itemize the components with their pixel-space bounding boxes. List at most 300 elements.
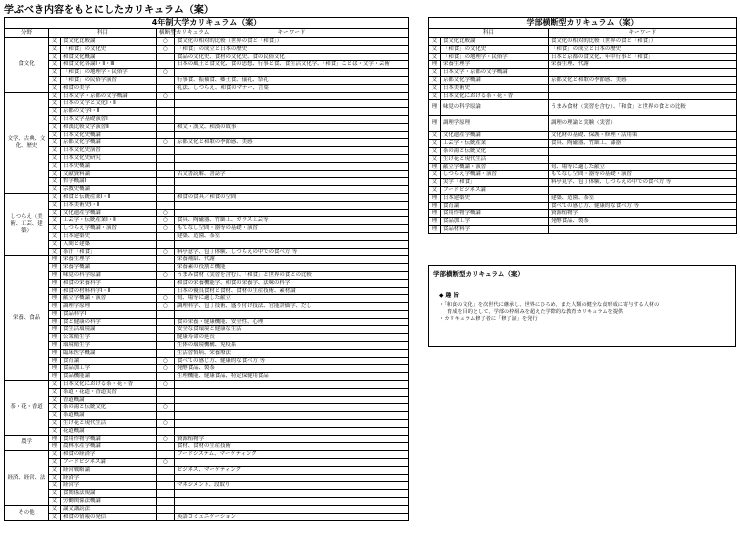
table-row <box>5 435 409 443</box>
subject-cell: 日本文学・京都の文学概論 <box>61 92 157 100</box>
cross-curriculum-mark-cell <box>157 482 175 490</box>
discipline-type-cell: 文 <box>429 69 441 77</box>
discipline-type-cell: 文 <box>429 155 441 163</box>
keyword-cell <box>175 178 409 186</box>
cross-curriculum-mark-cell <box>157 373 175 381</box>
cross-curriculum-mark-cell: ○ <box>157 459 175 467</box>
subject-cell: 日本美術史Ⅰ・Ⅱ <box>61 201 157 209</box>
discipline-type-cell: 理 <box>49 303 61 311</box>
keyword-cell: 生体の環境機構、免疫系 <box>175 342 409 350</box>
discipline-type-cell: 文 <box>49 178 61 186</box>
table-row <box>429 69 737 77</box>
subject-cell: 和食の情報の発信 <box>61 513 157 521</box>
cross-curriculum-mark-cell: ○ <box>157 217 175 225</box>
discipline-type-cell: 文 <box>49 466 61 474</box>
subject-cell: 人間と建築 <box>61 240 157 248</box>
subject-cell: 日本美術史 <box>441 84 549 92</box>
keyword-cell <box>175 474 409 482</box>
cross-curriculum-mark-cell <box>157 193 175 201</box>
subject-cell: 生け花と現代生活 <box>61 420 157 428</box>
table-row <box>5 193 409 201</box>
cross-curriculum-mark-cell <box>157 490 175 498</box>
discipline-type-cell: 文 <box>49 45 61 53</box>
subject-cell: 食文化比較論 <box>441 38 549 46</box>
subject-cell: 調理学原理 <box>441 116 549 132</box>
discipline-type-cell: 文 <box>49 248 61 256</box>
table-row <box>5 76 409 84</box>
table-row <box>429 147 737 155</box>
subject-cell: 栄養学概論 <box>61 264 157 272</box>
subject-cell: 宗教史概論 <box>61 186 157 194</box>
subject-cell: 食品加工学 <box>441 218 549 226</box>
purpose-text-line1: ・「和食の文化」を次世代に継承し、世界にひろめ、また人類の健全な食形成に寄与する人材の <box>439 302 660 308</box>
discipline-type-cell: 文 <box>49 404 61 412</box>
table-row <box>429 194 737 202</box>
cross-curriculum-mark-cell <box>157 466 175 474</box>
cross-curriculum-mark-cell <box>157 474 175 482</box>
discipline-type-cell: 文 <box>49 513 61 521</box>
keyword-cell: 食具、陶磁器、竹細工、漆器 <box>549 140 737 148</box>
subject-cell: 日本史概論 <box>61 162 157 170</box>
discipline-type-cell: 理 <box>429 100 441 116</box>
subject-cell: 食文化比較論 <box>61 38 157 46</box>
subject-cell: 文化遺産学概論 <box>441 132 549 140</box>
cross-curriculum-mark-cell <box>157 131 175 139</box>
subject-cell: 茶道・花道・香道実習 <box>61 388 157 396</box>
discipline-type-cell: 理 <box>429 163 441 171</box>
cross-curriculum-mark-cell: ○ <box>157 248 175 256</box>
four-year-table-title: 4年制大学カリキュラム（案） <box>5 18 409 29</box>
cross-curriculum-mark-cell <box>157 264 175 272</box>
discipline-type-cell: 文 <box>49 100 61 108</box>
subject-cell: 日本文化史演習 <box>61 147 157 155</box>
table-row <box>5 310 409 318</box>
cross-curriculum-mark-cell <box>157 201 175 209</box>
keyword-cell: 発酵食品、製茶 <box>549 218 737 226</box>
cross-curriculum-mark-cell <box>157 342 175 350</box>
subject-cell: しつらえ学概論・演習 <box>441 171 549 179</box>
discipline-type-cell: 文 <box>49 217 61 225</box>
cross-curriculum-mark-cell <box>157 443 175 451</box>
discipline-type-cell: 文 <box>49 396 61 404</box>
keyword-cell <box>175 459 409 467</box>
discipline-type-cell: 理 <box>49 264 61 272</box>
subject-cell: 工芸学・伝統産業 <box>441 140 549 148</box>
discipline-type-cell: 理 <box>49 334 61 342</box>
keyword-cell <box>549 147 737 155</box>
discipline-type-cell: 文 <box>49 154 61 162</box>
cross-curriculum-mark-cell <box>157 396 175 404</box>
discipline-type-cell: 理 <box>49 443 61 451</box>
discipline-type-cell: 文 <box>429 186 441 194</box>
keyword-cell <box>549 69 737 77</box>
cross-curriculum-mark-cell <box>157 513 175 521</box>
discipline-type-cell: 理 <box>49 365 61 373</box>
keyword-cell: もてなし空間・器等の基礎・演習 <box>549 171 737 179</box>
table-row <box>5 381 409 389</box>
table-row <box>5 318 409 326</box>
keyword-cell <box>175 310 409 318</box>
subject-cell: 公衆衛生学 <box>61 334 157 342</box>
discipline-type-cell: 文 <box>49 139 61 147</box>
discipline-type-cell: 文 <box>429 147 441 155</box>
discipline-type-cell: 文 <box>49 69 61 77</box>
discipline-type-cell: 理 <box>429 218 441 226</box>
keyword-cell <box>175 115 409 123</box>
cross-table-title: 学部横断型カリキュラム（案） <box>429 18 737 29</box>
keyword-cell: 料亭意学、包丁体験、しつらえの中での食べ方 等 <box>175 248 409 256</box>
cross-curriculum-mark-cell <box>157 53 175 61</box>
subject-cell: 経営学 <box>61 482 157 490</box>
cross-curriculum-mark-cell <box>157 240 175 248</box>
table-row <box>5 505 409 513</box>
subject-cell: 京都文化学概論 <box>441 76 549 84</box>
table-row <box>429 116 737 132</box>
table-row <box>5 170 409 178</box>
subject-cell: 実学「和食」 <box>441 179 549 187</box>
table-row <box>5 326 409 334</box>
keyword-cell: 食材、食材の生産技術 <box>175 443 409 451</box>
table-row <box>5 139 409 147</box>
keyword-cell: 行事食、振袖食、郷土食、儀礼、祭礼 <box>175 76 409 84</box>
keyword-cell: 旬、場等に適した献立 <box>175 295 409 303</box>
keyword-cell <box>175 427 409 435</box>
keyword-cell: 生活習慣病、栄養療法 <box>175 349 409 357</box>
cross-curriculum-mark-cell <box>157 334 175 342</box>
cross-curriculum-mark-cell <box>157 451 175 459</box>
subject-cell: 論文講読法 <box>61 505 157 513</box>
subject-cell: 臨床医学概論 <box>61 349 157 357</box>
subject-cell: フードビジネス論 <box>441 186 549 194</box>
keyword-cell <box>549 186 737 194</box>
cross-curriculum-mark-cell: ○ <box>157 381 175 389</box>
table-row <box>429 186 737 194</box>
discipline-type-cell: 文 <box>49 193 61 201</box>
discipline-type-cell: 文 <box>49 84 61 92</box>
discipline-type-cell: 文 <box>429 84 441 92</box>
keyword-cell: 食べての感じ方、健康的な食べ方 等 <box>175 357 409 365</box>
discipline-type-cell: 文 <box>49 53 61 61</box>
keyword-cell <box>175 108 409 116</box>
keyword-cell <box>175 498 409 506</box>
keyword-cell: 栄養生理、代謝 <box>549 61 737 69</box>
keyword-cell: 調理の理論と実験（実習） <box>549 116 737 132</box>
table-row <box>5 256 409 264</box>
keyword-cell: 健康寿命の延長 <box>175 334 409 342</box>
discipline-type-cell: 文 <box>49 38 61 46</box>
subject-cell: 「和食」の地理学・民俗学 <box>441 53 549 61</box>
subject-cell: 食品材料学 <box>441 225 549 233</box>
subject-cell: 日本建築史 <box>61 232 157 240</box>
discipline-type-cell: 文 <box>49 240 61 248</box>
cross-curriculum-mark-cell <box>157 498 175 506</box>
subject-cell: 生け花と現代生活 <box>441 155 549 163</box>
table-row <box>5 100 409 108</box>
table-row <box>5 287 409 295</box>
table-row <box>5 225 409 233</box>
keyword-cell <box>175 147 409 155</box>
table-row <box>5 420 409 428</box>
table-row <box>429 218 737 226</box>
keyword-cell <box>175 92 409 100</box>
table-row <box>5 482 409 490</box>
discipline-type-cell: 理 <box>49 349 61 357</box>
cross-curriculum-mark-cell <box>157 186 175 194</box>
cross-curriculum-mark-cell <box>157 349 175 357</box>
cross-curriculum-mark-cell <box>157 388 175 396</box>
keyword-cell: 栄養素の役割と機能 <box>175 264 409 272</box>
table-row <box>429 140 737 148</box>
cross-curriculum-mark-cell: ○ <box>157 295 175 303</box>
table-row <box>5 451 409 459</box>
keyword-cell <box>175 154 409 162</box>
discipline-type-cell: 文 <box>429 132 441 140</box>
table-row <box>5 45 409 53</box>
discipline-type-cell: 文 <box>49 61 61 69</box>
table-row <box>5 295 409 303</box>
keyword-cell <box>175 100 409 108</box>
table-row <box>5 459 409 467</box>
keyword-cell: 発酵食品、製茶 <box>175 365 409 373</box>
cross-curriculum-mark-cell <box>157 162 175 170</box>
table-row <box>5 84 409 92</box>
table-row <box>429 202 737 210</box>
right-subject-header: 科目 <box>429 29 549 38</box>
table-row <box>5 349 409 357</box>
subject-cell: フードビジネス論 <box>61 459 157 467</box>
discipline-type-cell: 文 <box>49 186 61 194</box>
cross-curriculum-mark-cell: ○ <box>157 38 175 46</box>
keyword-cell: 食文化の相対的比較（世界の食と「和食」） <box>549 38 737 46</box>
table-row <box>5 162 409 170</box>
discipline-type-cell: 理 <box>49 357 61 365</box>
cross-curriculum-mark-cell: ○ <box>157 404 175 412</box>
keyword-cell: マネジメント、段取り <box>175 482 409 490</box>
table-row <box>5 123 409 131</box>
discipline-type-cell: 理 <box>49 435 61 443</box>
discipline-type-cell: 理 <box>49 271 61 279</box>
subject-cell: 「和食」の文化史 <box>61 45 157 53</box>
subject-cell: 文献資料論 <box>61 170 157 178</box>
table-row <box>5 178 409 186</box>
keyword-cell: 礼法、しつらえ、和食のマナー、言葉 <box>175 84 409 92</box>
field-category-cell: 文学、古典、文化、歴史 <box>5 92 49 193</box>
subject-cell: 経済学 <box>61 474 157 482</box>
cross-curriculum-mark-cell: ○ <box>157 365 175 373</box>
keyword-cell <box>175 388 409 396</box>
table-row <box>5 186 409 194</box>
keyword-cell: 資源植物学 <box>549 210 737 218</box>
discipline-type-cell: 文 <box>49 131 61 139</box>
discipline-type-cell: 理 <box>49 318 61 326</box>
discipline-type-cell: 文 <box>429 171 441 179</box>
field-category-cell: 農学 <box>5 435 49 451</box>
subject-cell: 香道概論 <box>61 396 157 404</box>
table-row <box>5 396 409 404</box>
cross-curriculum-mark-cell: ○ <box>157 271 175 279</box>
cross-curriculum-mark-cell <box>157 326 175 334</box>
subject-cell: 文化遺産学概論 <box>61 209 157 217</box>
keyword-cell: 安全な食環境と健康な生活 <box>175 326 409 334</box>
subject-cell: 「和食」の民俗学演習 <box>61 76 157 84</box>
table-row <box>429 179 737 187</box>
cross-curriculum-mark-cell <box>157 100 175 108</box>
subject-cell: 味覚の科学原論 <box>441 100 549 116</box>
field-category-cell: 栄養、食品 <box>5 256 49 381</box>
table-row <box>5 513 409 521</box>
discipline-type-cell: 文 <box>429 179 441 187</box>
cross-curriculum-mark-cell <box>157 115 175 123</box>
keyword-cell <box>175 162 409 170</box>
discipline-type-cell: 文 <box>49 162 61 170</box>
table-row <box>5 412 409 420</box>
discipline-type-cell: 理 <box>429 210 441 218</box>
keyword-cell: 栄養補給、代謝 <box>175 256 409 264</box>
table-row <box>5 61 409 69</box>
subject-cell: 食生活環境論 <box>61 326 157 334</box>
cross-curriculum-mark-cell <box>157 427 175 435</box>
right-keyword-header: キーワード <box>549 29 737 38</box>
table-row <box>5 443 409 451</box>
discipline-type-cell: 文 <box>49 482 61 490</box>
table-row <box>5 334 409 342</box>
keyword-cell <box>175 201 409 209</box>
keyword-cell: 料亭見学、包丁体験、しつらえの中での食べ方 等 <box>549 179 737 187</box>
table-row <box>429 225 737 233</box>
keyword-cell: うまみ食材（実習を含む）、「和食」と世界の食との比較 <box>175 271 409 279</box>
discipline-type-cell: 文 <box>49 92 61 100</box>
discipline-type-cell: 理 <box>49 326 61 334</box>
description-title: 学部横断型カリキュラム（案） <box>433 270 524 278</box>
subject-cell: 献立学概論・演習 <box>61 295 157 303</box>
subject-cell: 食品科学Ⅰ <box>61 310 157 318</box>
keyword-cell: 和食の栄養機能学、和食の栄養学、法味の科学 <box>175 279 409 287</box>
keyword-cell: 京都文化と和歌の季節感、美感 <box>549 76 737 84</box>
table-row <box>5 53 409 61</box>
subject-cell: 工芸学・伝統産業Ⅰ・Ⅱ <box>61 217 157 225</box>
cross-curriculum-mark-cell <box>157 108 175 116</box>
table-row <box>5 388 409 396</box>
discipline-type-cell: 文 <box>49 459 61 467</box>
keyword-cell: 古文書読解、書誌学 <box>175 170 409 178</box>
purpose-text-line2: 育成を目的として、学部の枠組みを超えた学際的な教育カリキュラムを提供 <box>447 309 624 315</box>
cross-curriculum-mark-cell: ○ <box>157 303 175 311</box>
table-row <box>5 474 409 482</box>
discipline-type-cell: 文 <box>429 92 441 100</box>
field-category-cell: 経済、経営、法 <box>5 451 49 506</box>
table-row <box>5 38 409 46</box>
subject-cell: 茶の湯と伝統文化 <box>61 404 157 412</box>
cross-curriculum-mark-cell <box>157 178 175 186</box>
table-row <box>5 342 409 350</box>
cross-curriculum-mark-cell <box>157 318 175 326</box>
keyword-cell: 「和食」の成立と日本の歴史 <box>549 45 737 53</box>
subject-cell: 日本の文学と文化Ⅰ・Ⅱ <box>61 100 157 108</box>
keyword-cell: 英語コミュニケーション <box>175 513 409 521</box>
keyword-cell <box>549 225 737 233</box>
keyword-cell <box>175 412 409 420</box>
subject-cell: 和漢比較文学演習Ⅱ <box>61 123 157 131</box>
keyword-cell <box>175 404 409 412</box>
table-row <box>429 163 737 171</box>
keyword-cell: 食具、陶磁器、竹細工、ガラス工芸等 <box>175 217 409 225</box>
field-category-cell: しつらえ（美術、工芸、建築） <box>5 193 49 255</box>
discipline-type-cell: 文 <box>429 38 441 46</box>
keyword-cell <box>175 381 409 389</box>
table-row <box>5 357 409 365</box>
discipline-type-cell: 文 <box>49 108 61 116</box>
table-row <box>5 373 409 381</box>
cross-curriculum-mark-cell <box>157 310 175 318</box>
discipline-type-cell: 文 <box>49 147 61 155</box>
table-row <box>5 271 409 279</box>
table-row <box>5 115 409 123</box>
discipline-type-cell: 文 <box>49 412 61 420</box>
discipline-type-cell: 文 <box>49 201 61 209</box>
keyword-cell: 建築、造園、茶室 <box>175 232 409 240</box>
subject-cell: 食と健康の科学 <box>61 318 157 326</box>
discipline-type-cell: 文 <box>49 225 61 233</box>
discipline-type-cell: 理 <box>49 342 61 350</box>
discipline-type-cell: 理 <box>49 287 61 295</box>
cross-curriculum-mark-cell <box>157 76 175 84</box>
keyword-cell <box>175 69 409 77</box>
subject-cell: 調理学原理 <box>61 303 157 311</box>
cross-curriculum-mark-cell <box>157 287 175 295</box>
table-row <box>5 279 409 287</box>
cross-curriculum-mark-cell <box>157 256 175 264</box>
table-row <box>5 154 409 162</box>
table-row <box>5 303 409 311</box>
cross-curriculum-mark-cell <box>157 505 175 513</box>
keyword-cell: 食文化の相対的比較（世界の食と「和食」） <box>175 38 409 46</box>
table-row <box>429 38 737 46</box>
discipline-type-cell: 文 <box>49 76 61 84</box>
cross-curriculum-mark-cell: ○ <box>157 139 175 147</box>
keyword-cell <box>175 396 409 404</box>
subject-cell: 農林水産学概論 <box>61 443 157 451</box>
subject-cell: 哲学概論Ⅰ <box>61 178 157 186</box>
discipline-type-cell: 文 <box>429 140 441 148</box>
keyword-cell: うまみ食材（実習を含む）、「和食」と世界の食との比較 <box>549 100 737 116</box>
table-row <box>429 171 737 179</box>
four-year-curriculum-table <box>4 17 409 521</box>
subject-cell: 茶汁「和食」 <box>61 248 157 256</box>
keyword-cell: 和食の食具／和食の空間 <box>175 193 409 201</box>
cross-curriculum-mark-cell <box>157 412 175 420</box>
subject-cell: 和食の経済学 <box>61 451 157 459</box>
discipline-type-cell: 文 <box>49 490 61 498</box>
cross-curriculum-mark-cell: ○ <box>157 45 175 53</box>
table-row <box>5 92 409 100</box>
cross-curriculum-header: 横断型カリキュラム <box>157 29 175 38</box>
subject-cell: 栄養生理学 <box>61 256 157 264</box>
keyword-cell: もてなし空間・器等の基礎・演習 <box>175 225 409 233</box>
subject-cell: 日本文化史研究 <box>61 154 157 162</box>
discipline-type-cell: 文 <box>49 474 61 482</box>
subject-cell: 日本文学・京都の文学概論 <box>441 69 549 77</box>
subject-cell: 経営戦略論 <box>61 466 157 474</box>
subject-cell: 茶道概論 <box>61 412 157 420</box>
keyword-cell: 資源植物学 <box>175 435 409 443</box>
discipline-type-cell: 理 <box>429 202 441 210</box>
cross-curriculum-mark-cell: ○ <box>157 420 175 428</box>
discipline-type-cell: 文 <box>49 115 61 123</box>
keyword-cell: 日本と京都の食文化、年中行事と「和食」 <box>549 53 737 61</box>
keyword-cell: 日本の風土と食文化、食の思想、行事と食、食生活文化学、「和食」ことば・文学・芸術 <box>175 61 409 69</box>
keyword-cell <box>175 209 409 217</box>
certificate-text: ・カリキュラム修了者に「修了証」を発行 <box>439 316 538 322</box>
